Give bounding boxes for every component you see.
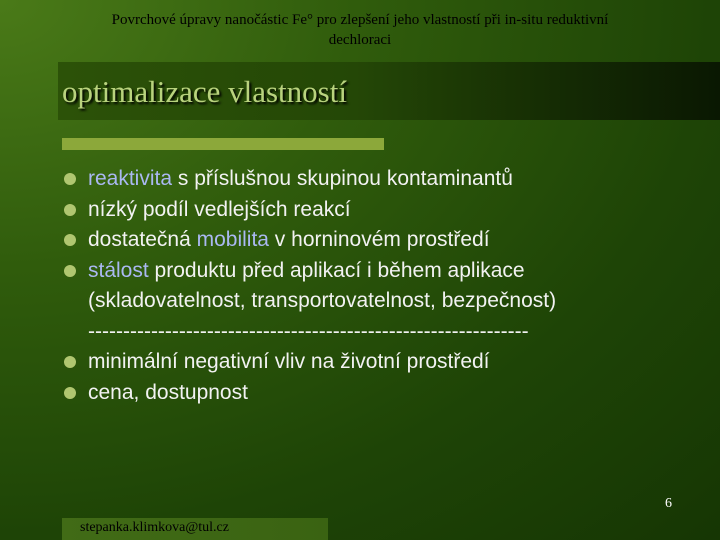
bullet-item-environment <box>62 347 702 378</box>
bullet-dot-icon <box>64 387 76 399</box>
slide-header <box>40 10 680 50</box>
bullet-text: s příslušnou skupinou kontaminantů <box>172 167 513 190</box>
header-line-1: Povrchové úpravy nanočástic Fe° pro zlepšení jeho vlastností při in-situ reduktivní <box>111 12 609 28</box>
bullet-dot-icon <box>64 173 76 185</box>
bullet-text: produktu před aplikací i během aplikace <box>148 258 525 282</box>
bullet-text: nízký podíl vedlejších reakcí <box>88 197 351 221</box>
bullet-text: minimální negativní vliv na životní prostředí <box>88 350 490 373</box>
bullet-item-reactivity <box>62 164 702 195</box>
bullet-separator: --------------------------------------------------------------- <box>88 319 529 343</box>
page-number: 6 <box>665 496 672 511</box>
bullet-highlight: reaktivita <box>88 167 173 190</box>
title-underline <box>62 138 384 150</box>
bullet-item-stability <box>62 256 702 348</box>
footer-email: stepanka.klimkova@tul.cz <box>80 520 229 535</box>
bullet-dot-icon <box>64 204 76 216</box>
bullet-highlight: mobilita <box>196 228 269 251</box>
bullet-text-post: v horninovém prostředí <box>268 228 490 251</box>
bullet-dot-icon <box>64 356 76 368</box>
bullet-dot-icon <box>64 265 76 277</box>
slide-title: optimalizace vlastností <box>62 74 347 109</box>
bullet-item-side-reactions <box>62 195 702 226</box>
bullet-text: cena, dostupnost <box>88 380 248 404</box>
bullet-dot-icon <box>64 234 76 246</box>
bullet-item-mobility <box>62 225 702 256</box>
header-line-2: dechloraci <box>328 32 392 48</box>
bullet-highlight: stálost <box>88 258 149 282</box>
bullet-text-pre: dostatečná <box>88 228 197 251</box>
bullet-list <box>62 164 702 408</box>
bullet-text-line2: (skladovatelnost, transportovatelnost, bezpečnost) <box>88 289 557 312</box>
bullet-item-cost <box>62 378 702 409</box>
